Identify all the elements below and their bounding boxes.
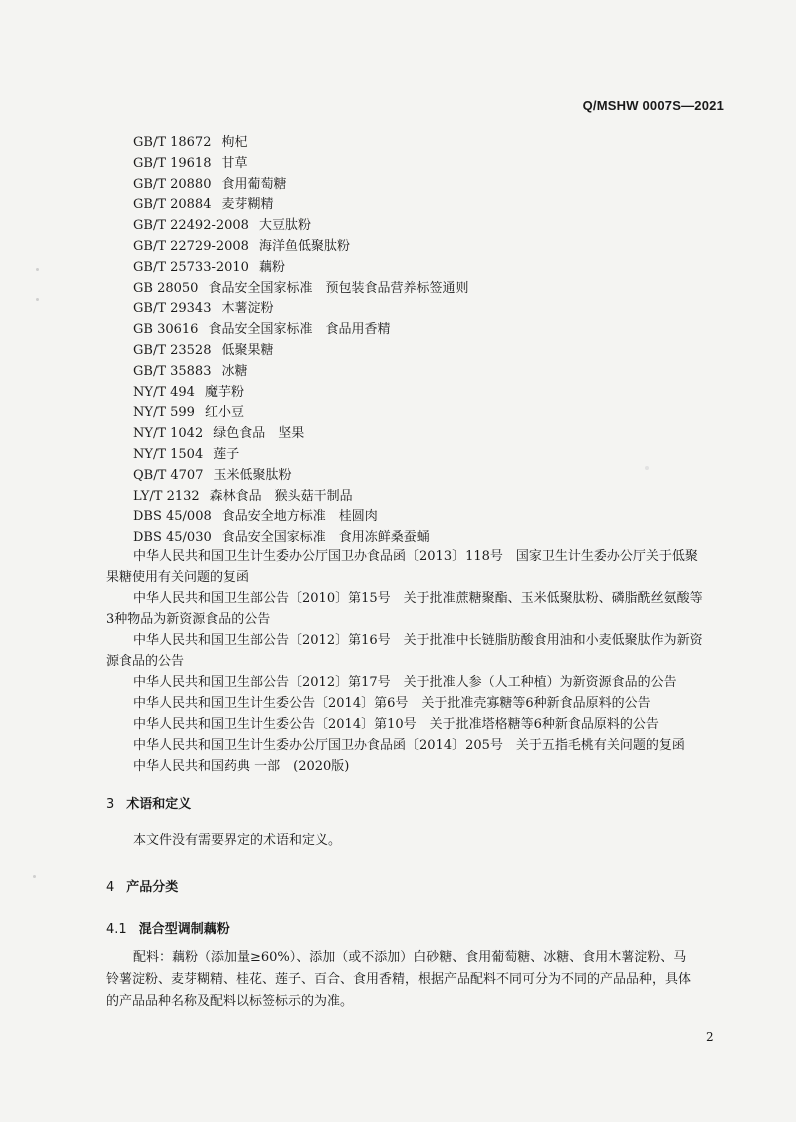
- reference-item: [133, 279, 733, 300]
- notice-line: 中华人民共和国卫生计生委办公厅国卫办食品函〔2013〕118号 国家卫生计生委办公厅关于低聚: [133, 549, 698, 564]
- reference-code: GB/T 29343: [133, 301, 212, 317]
- reference-title: 藕粉: [258, 259, 285, 275]
- reference-title: 食用葡萄糖: [221, 176, 287, 192]
- notice-list: [106, 546, 730, 777]
- section-title: 术语和定义: [126, 797, 192, 812]
- notice-line: 3种物品为新资源食品的公告: [106, 612, 271, 627]
- section-number: 4: [106, 880, 115, 895]
- reference-title: 海洋鱼低聚肽粉: [258, 238, 350, 254]
- notice-line: 中华人民共和国卫生部公告〔2012〕第17号 关于批准人参（人工种植）为新资源食品的公告: [133, 675, 677, 690]
- reference-code: GB/T 20884: [133, 197, 212, 213]
- reference-item: [133, 133, 733, 154]
- reference-title: 低聚果糖: [221, 342, 274, 358]
- reference-code: LY/T 2132: [133, 488, 200, 504]
- reference-code: GB 30616: [133, 322, 199, 338]
- document-code: Q/MSHW 0007S—2021: [582, 98, 724, 113]
- reference-item: [133, 383, 733, 404]
- section-4-1-body: [106, 947, 730, 1013]
- notice-item: [106, 756, 730, 777]
- reference-code: GB/T 25733-2010: [133, 259, 249, 275]
- reference-title: 枸杞: [221, 135, 248, 150]
- reference-title: 食品安全国家标准 预包装食品营养标签通则: [208, 280, 469, 296]
- notice-item: [106, 735, 730, 756]
- reference-item: [133, 175, 733, 196]
- reference-title: 大豆肽粉: [258, 218, 311, 234]
- reference-item: [133, 195, 733, 216]
- reference-item: [133, 154, 733, 175]
- notice-line: 中华人民共和国卫生部公告〔2010〕第15号 关于批准蔗糖聚酯、玉米低聚肽粉、磷脂酰丝氨酸等: [133, 591, 703, 606]
- reference-item: [133, 507, 733, 528]
- notice-line: 源食品的公告: [106, 654, 185, 669]
- reference-code: DBS 45/008: [133, 509, 212, 525]
- section-title: 产品分类: [126, 880, 179, 895]
- section-number: 4.1: [106, 922, 127, 937]
- reference-item: [133, 445, 733, 466]
- reference-title: 莲子: [213, 446, 240, 462]
- reference-item: [133, 487, 733, 508]
- reference-item: [133, 341, 733, 362]
- reference-item: [133, 320, 733, 341]
- notice-item: [106, 714, 730, 735]
- reference-code: GB/T 22729-2008: [133, 238, 249, 254]
- reference-code: GB/T 23528: [133, 342, 212, 358]
- reference-title: 红小豆: [204, 405, 244, 421]
- reference-code: GB/T 18672: [133, 135, 212, 150]
- reference-title: 玉米低聚肽粉: [213, 467, 292, 483]
- section-3-body: [106, 830, 730, 852]
- section-4-1-heading: [106, 918, 230, 937]
- reference-title: 木薯淀粉: [221, 301, 274, 317]
- reference-title: 魔芋粉: [204, 384, 244, 400]
- paragraph-line: 本文件没有需要界定的术语和定义。: [133, 833, 342, 848]
- notice-line: 中华人民共和国卫生计生委公告〔2014〕第6号 关于批准壳寡糖等6种新食品原料的公告: [133, 696, 651, 711]
- reference-title: 食品安全国家标准 食品用香精: [208, 322, 391, 338]
- scan-speck: [33, 875, 36, 878]
- reference-code: GB/T 20880: [133, 176, 212, 192]
- reference-item: [133, 299, 733, 320]
- reference-item: [133, 362, 733, 383]
- page-number: 2: [706, 1030, 714, 1044]
- reference-code: NY/T 494: [133, 384, 195, 400]
- reference-code: QB/T 4707: [133, 467, 204, 483]
- paragraph-line: 铃薯淀粉、麦芽糊精、桂花、莲子、百合、食用香精，根据产品配料不同可分为不同的产品品种，具体: [106, 972, 692, 987]
- reference-item: [133, 424, 733, 445]
- reference-title: 食品安全国家标准 食用冻鲜桑蚕蛹: [221, 530, 430, 546]
- scan-speck: [36, 298, 39, 301]
- scan-speck: [645, 466, 649, 470]
- notice-line: 中华人民共和国药典 一部 (2020版): [133, 759, 350, 774]
- reference-code: DBS 45/030: [133, 530, 212, 546]
- notice-item: [106, 630, 730, 672]
- reference-code: NY/T 599: [133, 405, 195, 421]
- reference-item: [133, 466, 733, 487]
- notice-line: 中华人民共和国卫生部公告〔2012〕第16号 关于批准中长链脂肪酸食用油和小麦低聚肽作为新资: [133, 633, 703, 648]
- reference-item: [133, 258, 733, 279]
- paragraph-line: 配料：藕粉（添加量≥60%）、添加（或不添加）白砂糖、食用葡萄糖、冰糖、食用木薯淀粉、马: [133, 950, 687, 965]
- reference-item: [133, 237, 733, 258]
- section-title: 混合型调制藕粉: [138, 922, 230, 937]
- normative-reference-list: [133, 133, 733, 549]
- reference-title: 麦芽糊精: [221, 197, 274, 213]
- reference-code: NY/T 1504: [133, 446, 204, 462]
- section-number: 3: [106, 797, 115, 812]
- reference-title: 绿色食品 坚果: [213, 426, 305, 442]
- section-4-heading: [106, 876, 178, 895]
- reference-code: GB/T 22492-2008: [133, 218, 249, 234]
- notice-line: 中华人民共和国卫生计生委公告〔2014〕第10号 关于批准塔格糖等6种新食品原料的公告: [133, 717, 659, 732]
- notice-item: [106, 672, 730, 693]
- reference-code: NY/T 1042: [133, 426, 204, 442]
- notice-item: [106, 588, 730, 630]
- scan-speck: [36, 268, 39, 271]
- notice-item: [106, 546, 730, 588]
- reference-title: 甘草: [221, 155, 248, 171]
- reference-item: [133, 216, 733, 237]
- section-3-heading: [106, 793, 191, 812]
- reference-title: 冰糖: [221, 363, 248, 379]
- reference-code: GB/T 35883: [133, 363, 212, 379]
- reference-code: GB 28050: [133, 280, 199, 296]
- reference-item: [133, 403, 733, 424]
- reference-title: 森林食品 猴头菇干制品: [209, 488, 353, 504]
- reference-code: GB/T 19618: [133, 155, 212, 171]
- notice-line: 中华人民共和国卫生计生委办公厅国卫办食品函〔2014〕205号 关于五指毛桃有关问题的复函: [133, 738, 685, 753]
- notice-line: 果糖使用有关问题的复函: [106, 570, 250, 585]
- reference-title: 食品安全地方标准 桂圆肉: [221, 509, 378, 525]
- notice-item: [106, 693, 730, 714]
- paragraph-line: 的产品品种名称及配料以标签标示的为准。: [106, 994, 354, 1009]
